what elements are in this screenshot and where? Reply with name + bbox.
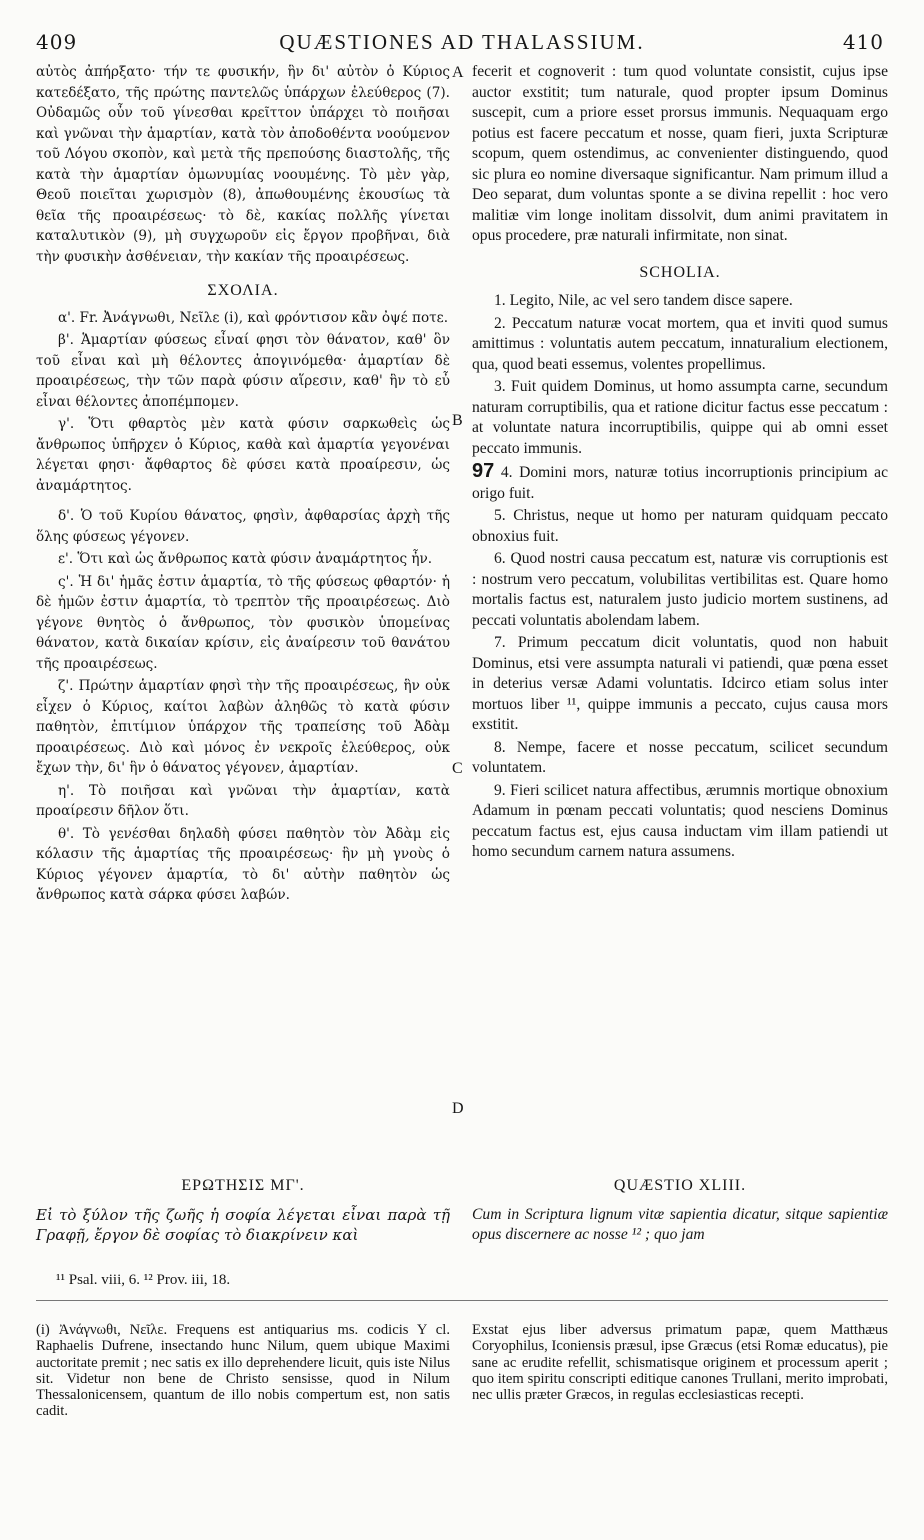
latin-scholion-text: 4. Domini mors, naturæ totius incorruptionis principium ac origo fuit. (472, 464, 888, 502)
latin-scholion: 9. Fieri scilicet natura affectibus, ærumnis mortique obnoxium Adamum in pœnam peccati voluntatis; quod nesciens Dominus peccatum factus est, ejus causa inductam vim illam patiendi ut homo secundum carnem natura assumens. (472, 781, 888, 860)
margin-letter-d: D (452, 1100, 464, 1117)
latin-scholion: 7. Primum peccatum dicit voluntatis, quod non habuit Dominus, etsi vere assumpta naturali vi patiendi, quæ pœna esset in deterius versæ Adami voluntatis. Idcirco etiam solus inter mortuos liber ¹¹, quippe immunis a peccato, cujus causa mors exstitit. (472, 634, 888, 733)
greek-scholion: ς'. Ἡ δι' ἡμᾶς ἐστιν ἁμαρτία, τὸ τῆς φύσεως φθαρτόν· ἡ δὲ ἡμῶν ἐστιν ἁμαρτία, τὸ τρεπτὸν τῆς προαιρέσεως. Διὸ γέγονε θνητὸς ὁ ἄνθρωπος, τὸν φυσικὸν ὑπομείνας θάνατον, κατὰ δικαίαν κρίσιν, εἰς ἀναίρεσιν τοῦ θανάτου τῆς προαιρέσεως. (36, 573, 450, 672)
greek-question (36, 1176, 450, 1246)
greek-scholion: α'. Fr. Ἀνάγνωθι, Νεῖλε (i), καὶ φρόντισον κἂν ὀψέ ποτε. (58, 309, 449, 326)
editor-note-left: (i) Ἀνάγνωθι, Νεῖλε. Frequens est antiquarius ms. codicis Y cl. Raphaelis Dufrene, insectando hunc Nilum, quem ubique Maximi auctoritate premit ; nec satis ex illo deprehendere licuit, quis iste Nilus sit. Videtur non bene de Christo sensisse, quod in Nilum Thessalonicensem, quantum de illo nobis compertum est, non satis cadit. (36, 1322, 450, 1420)
footnote-references: ¹¹ Psal. viii, 6. ¹² Prov. iii, 18. (56, 1272, 231, 1288)
greek-scholion: γ'. Ὅτι φθαρτὸς μὲν κατὰ φύσιν σαρκωθεὶς ὡς ἄνθρωπος ὑπῆρχεν ὁ Κύριος, καθὰ καὶ ἁμαρτία γεγονέναι λέγεται φησι· ἄφθαρτος δὲ φύσει κατὰ προαίρεσιν, ὡς ἀναμάρτητος. (36, 416, 450, 494)
latin-scholia-heading: SCHOLIA. (639, 263, 721, 281)
footnote-divider (36, 1300, 888, 1301)
page-number-left: 409 (36, 30, 78, 54)
greek-scholion: β'. Ἁμαρτίαν φύσεως εἶναί φησι τὸν θάνατον, καθ' ὃν τοῦ εἶναι καὶ μὴ θέλοντες ἀπογινόμεθα· ἁμαρτίαν δὲ προαιρέσεως, τὴν τῶν παρὰ φύσιν αἵρεσιν, καθ' ἣν τὸ εὖ εἶναι θέλοντες ἀποπέμπομεν. (36, 332, 450, 410)
greek-body: αὐτὸς ἀπήρξατο· τήν τε φυσικήν, ἣν δι' αὐτὸν ὁ Κύριος κατεδέξατο, τῆς πρώτης παντελῶς ὑπάρχων ἐλεύθερος (7). Οὐδαμῶς οὖν τοῦ γίνεσθαι κρεῖττον ὑπάρχει τὸ ποιῆσαι καὶ γνῶναι τὴν ἁμαρτίαν, κατὰ τὸν ἀποδοθέντα νοούμενον τοῦ Λόγου σκοπὸν, καὶ μετὰ τῆς πρεπούσης διαστολῆς, τῆς κατὰ τὴν ἁμαρτίαν ὁμωνυμίας νοουμένης. Τὸ μὲν γὰρ, Θεοῦ ποιεῖται χωρισμὸν (8), ἀπωθουμένης ἑκουσίως τὰ θεῖα τῆς προαιρέσεως· τὸ δὲ, κακίας πολλῆς γίνεται καταλυτικὸν (9), μὴ συγχωροῦν εἰς ἔργον προβῆναι, διὰ τὴν φυσικὴν ἀσθένειαν, τὴν κακίαν τῆς προαιρέσεως. (36, 64, 450, 265)
margin-letter-c: C (452, 760, 463, 777)
latin-question-text: Cum in Scriptura lignum vitæ sapientia dicatur, sitque sapientiæ opus discernere ac nosse ¹² ; quo jam (472, 1205, 888, 1243)
margin-letter-b: B (452, 412, 463, 429)
latin-scholion: 2. Peccatum naturæ vocat mortem, qua et inviti quod sumus amittimus : voluntatis autem peccatum, innaturalium electionem, qua, quod beati essemus, volentes propellimus. (472, 314, 888, 373)
greek-scholion: ε'. Ὅτι καὶ ὡς ἄνθρωπος κατὰ φύσιν ἀναμάρτητος ἦν. (58, 551, 433, 567)
greek-scholion: ζ'. Πρώτην ἁμαρτίαν φησὶ τὴν τῆς προαιρέσεως, ἣν οὐκ εἶχεν ὁ Κύριος, καίτοι λαβὼν ἀληθῶς τὸ κατὰ φύσιν παθητὸν, ἐπιτίμιον ὑπάρχον τῆς τραπείσης τοῦ Ἀδὰμ προαιρέσεως. Διὸ καὶ μόνος ἐν νεκροῖς ἐλεύθερος, οὐκ ἔχων τὴν, δι' ἣν ὁ θάνατος γέγονεν, ἁμαρτίαν. (36, 678, 450, 776)
running-title: QUÆSTIONES AD THALASSIUM. (279, 30, 645, 54)
latin-scholion: 8. Nempe, facere et nosse peccatum, scilicet secundum voluntatem. (472, 738, 888, 776)
greek-scholion: η'. Τὸ ποιῆσαι καὶ γνῶναι τὴν ἁμαρτίαν, κατὰ προαίρεσιν δῆλον ὅτι. (36, 782, 450, 819)
latin-question-heading: QUÆSTIO XLIII. (613, 1177, 747, 1194)
greek-scholia-heading: ΣΧΟΛΙΑ. (207, 282, 279, 299)
latin-scholion: 3. Fuit quidem Dominus, ut homo assumpta carne, secundum naturam corruptibilis, qua et ratione dicitur factus esse peccatum : at voluntate natura incorruptibilis, quippe qui ab omni esset peccato immunis. (472, 378, 888, 457)
latin-question (472, 1176, 888, 1246)
latin-body: fecerit et cognoverit : tum quod voluntate consistit, cujus ipse auctor exstitit; tum naturale, quod propter ipsum Dominus suscepit, cum a priore esset prorsus immunis. Nequaquam ergo potius est facere peccatum et nosse, quam fieri, juxta Scripturæ scopum, quem ostendimus, ac convenienter distinguendo, quod sic plura eo nomine diversaque significantur. Nam primum illud a Deo separat, dum voluntas sponte a se divina repellit : hoc vero malitiæ vim longe inolitam dissolvit, dum animi pravitatem in opus procedere, præ naturali infirmitate, non sinat. (472, 63, 888, 244)
latin-scholion: 5. Christus, neque ut homo per naturam quidquam peccato obnoxius fuit. (472, 507, 888, 545)
margin-letter-a: A (452, 64, 464, 81)
column-marker-97: 97 (472, 460, 495, 482)
latin-scholion: 1. Legito, Nile, ac vel sero tandem disce sapere. (494, 292, 793, 309)
greek-scholion: θ'. Τὸ γενέσθαι δηλαδὴ φύσει παθητὸν τὸν Ἀδὰμ εἰς κόλασιν τῆς ἁμαρτίας τῆς προαιρέσεως· ἣν μὴ γνοὺς ὁ Κύριος γέγονεν ἁμαρτία, τὸ δι' αὐτὴν παθητὸν ὡς ἄνθρωπος κατὰ σάρκα φύσει λαβών. (36, 825, 450, 903)
editor-note-right: Exstat ejus liber adversus primatum papæ, quem Matthæus Coryophilus, Iconiensis præsul, ipse Græcus (etsi Romæ educatus), pie sane ac erudite refellit, schismatisque originem et processum aperit ; quo item spiritu conscripti editique canones Trullani, merito improbati, nec ullis præter Græcos, in regulas ecclesiasticas recepti. (472, 1322, 888, 1404)
greek-question-heading: ΕΡΩΤΗΣΙΣ ΜΓ'. (181, 1177, 305, 1194)
page-number-right: 410 (842, 30, 884, 54)
greek-scholion: δ'. Ὁ τοῦ Κυρίου θάνατος, φησὶν, ἀφθαρσίας ἀρχὴ τῆς ὅλης φύσεως γέγονεν. (36, 508, 450, 545)
greek-question-text: Εἰ τὸ ξύλον τῆς ζωῆς ἡ σοφία λέγεται εἶναι παρὰ τῇ Γραφῇ, ἔργον δὲ σοφίας τὸ διακρίνειν καὶ (36, 1205, 450, 1244)
latin-column (472, 62, 888, 863)
latin-scholion: 6. Quod nostri causa peccatum est, naturæ vis corruptionis est : nostrum vero peccatum, volubilitas vertibilitas est. Quare homo mortalis factus est, naturalem justo judicio mortem sustinens, ad peccati voluntatis abolendam labem. (472, 550, 888, 629)
latin-scholion-4 (472, 461, 888, 504)
greek-column (36, 62, 450, 906)
